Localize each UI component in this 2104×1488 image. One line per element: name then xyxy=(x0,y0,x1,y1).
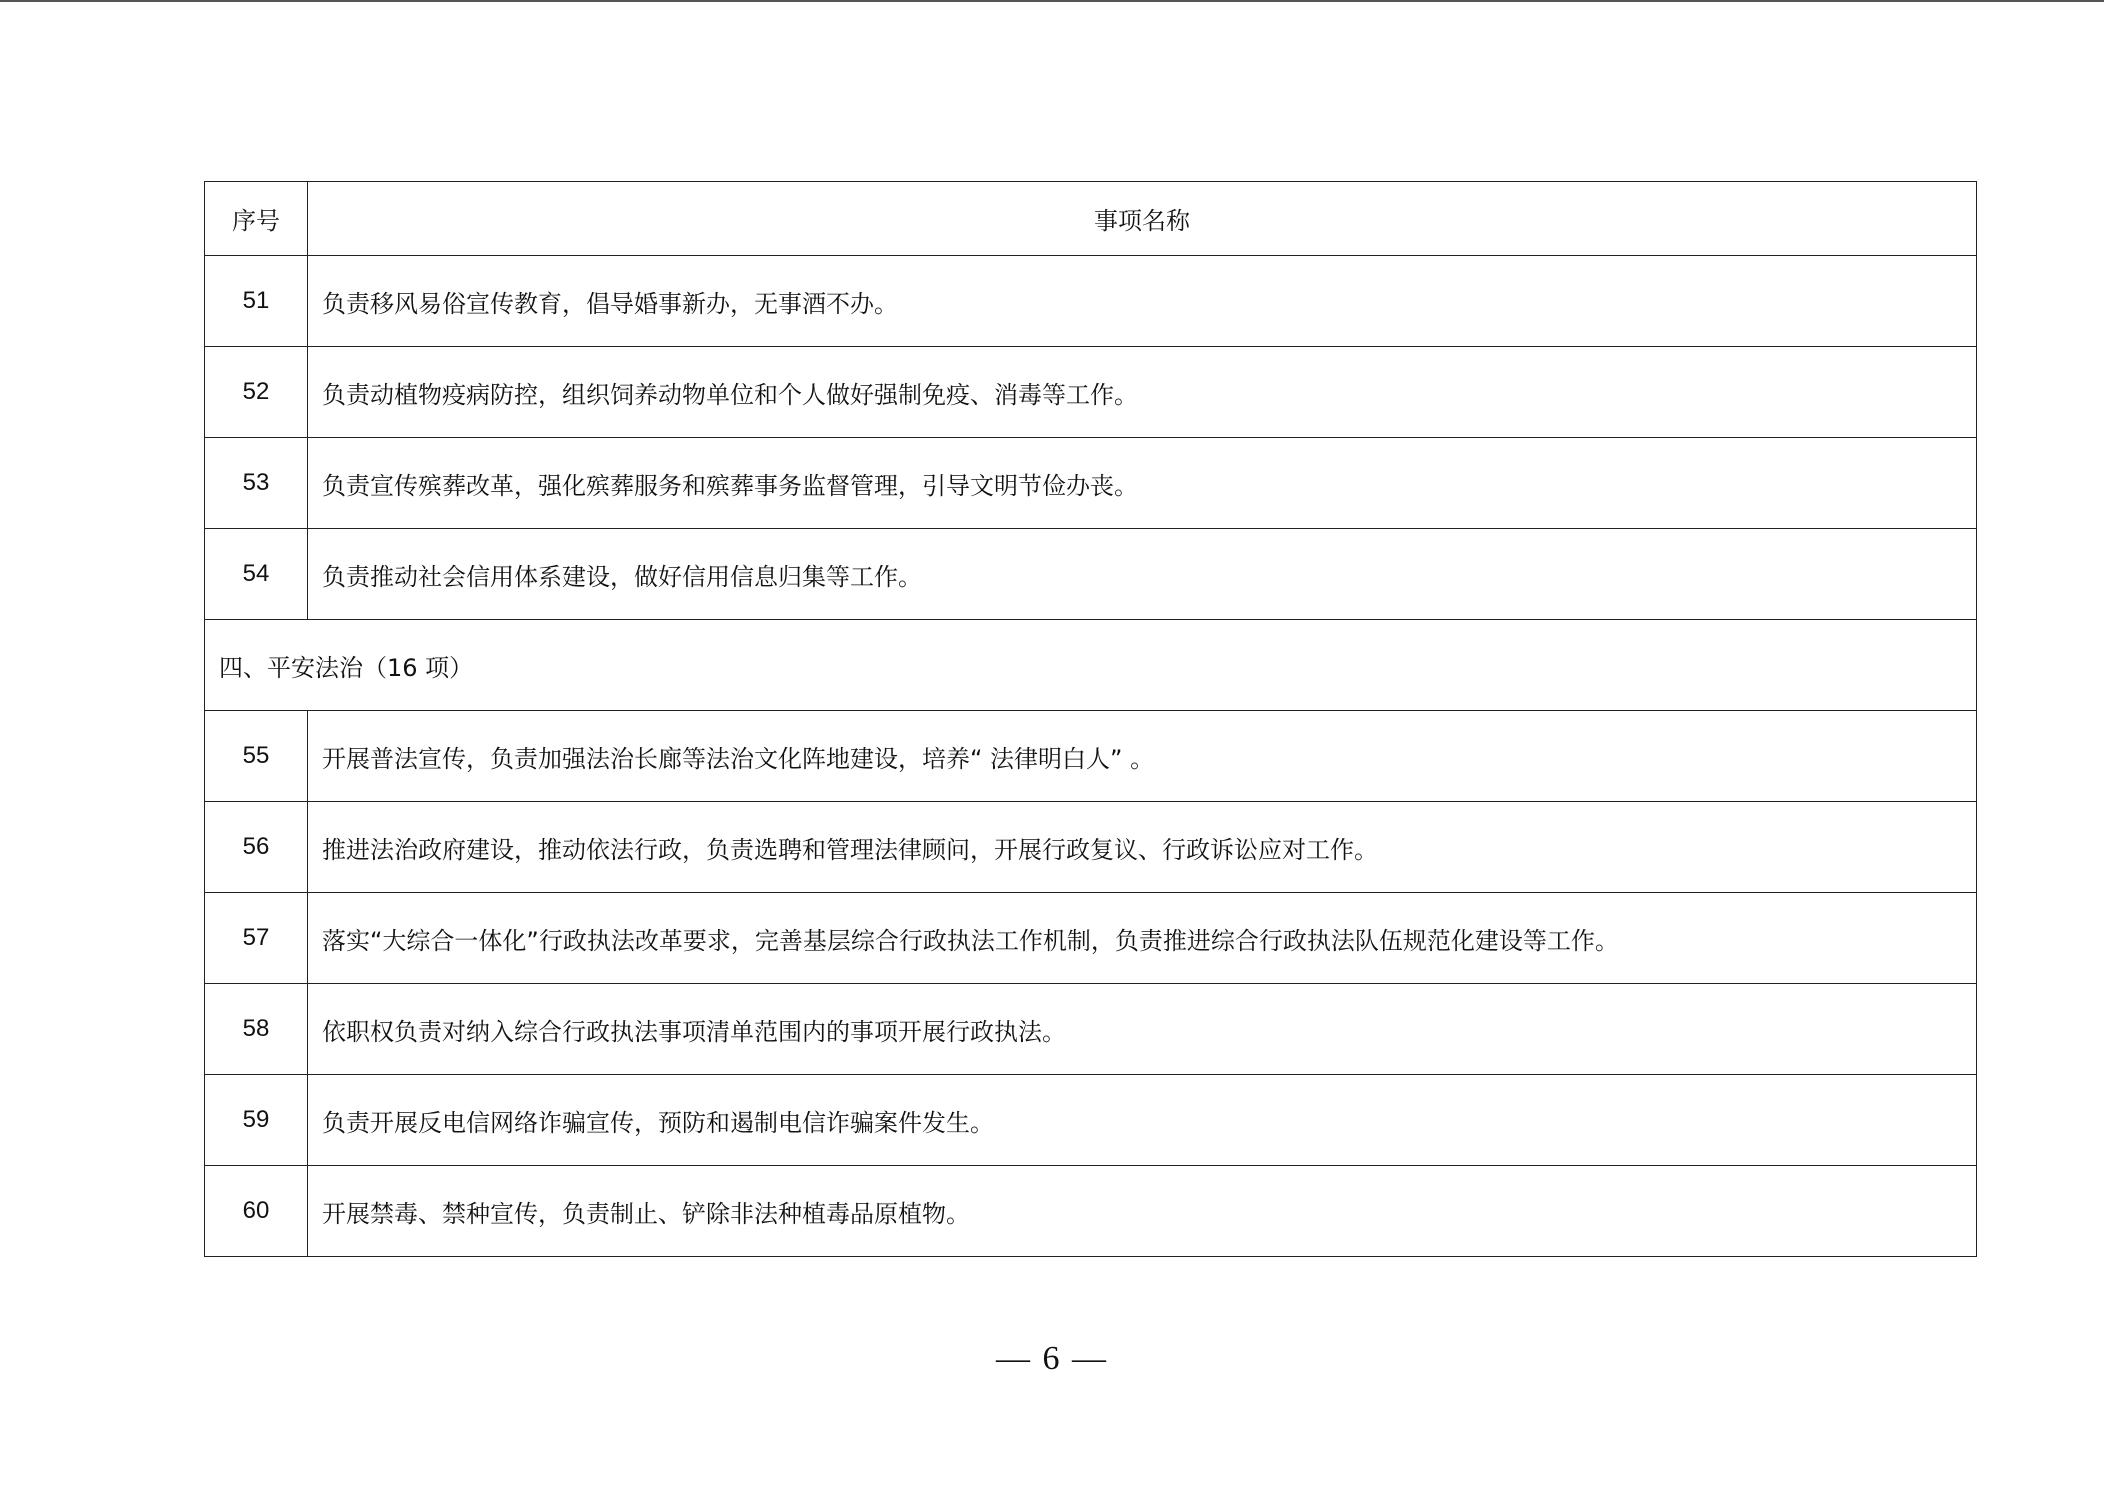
row-name: 推进法治政府建设，推动依法行政，负责选聘和管理法律顾问，开展行政复议、行政诉讼应对工作。 xyxy=(308,802,1977,893)
row-no: 59 xyxy=(205,1075,308,1166)
page-top-border xyxy=(0,0,2104,2)
row-name: 负责移风易俗宣传教育，倡导婚事新办，无事酒不办。 xyxy=(308,256,1977,347)
row-name: 开展禁毒、禁种宣传，负责制止、铲除非法种植毒品原植物。 xyxy=(308,1166,1977,1257)
row-no: 57 xyxy=(205,893,308,984)
header-name: 事项名称 xyxy=(308,182,1977,256)
items-table xyxy=(204,181,1977,1257)
row-name: 负责动植物疫病防控，组织饲养动物单位和个人做好强制免疫、消毒等工作。 xyxy=(308,347,1977,438)
table-row xyxy=(205,802,1977,893)
section-title: 四、平安法治（16 项） xyxy=(205,620,1977,711)
table-row xyxy=(205,984,1977,1075)
table-header-row xyxy=(205,182,1977,256)
row-name: 负责推动社会信用体系建设，做好信用信息归集等工作。 xyxy=(308,529,1977,620)
row-no: 60 xyxy=(205,1166,308,1257)
row-no: 52 xyxy=(205,347,308,438)
table-row xyxy=(205,1166,1977,1257)
header-no: 序号 xyxy=(205,182,308,256)
row-no: 51 xyxy=(205,256,308,347)
row-no: 55 xyxy=(205,711,308,802)
row-name: 负责开展反电信网络诈骗宣传，预防和遏制电信诈骗案件发生。 xyxy=(308,1075,1977,1166)
table-row xyxy=(205,529,1977,620)
table-row xyxy=(205,711,1977,802)
row-no: 54 xyxy=(205,529,308,620)
row-no: 56 xyxy=(205,802,308,893)
row-no: 53 xyxy=(205,438,308,529)
table-row xyxy=(205,256,1977,347)
row-name: 依职权负责对纳入综合行政执法事项清单范围内的事项开展行政执法。 xyxy=(308,984,1977,1075)
table-row xyxy=(205,438,1977,529)
row-no: 58 xyxy=(205,984,308,1075)
row-name: 开展普法宣传，负责加强法治长廊等法治文化阵地建设，培养“ 法律明白人” 。 xyxy=(308,711,1977,802)
table-row xyxy=(205,1075,1977,1166)
page-number: — 6 — xyxy=(996,1340,1108,1377)
row-name: 落实“大综合一体化”行政执法改革要求，完善基层综合行政执法工作机制，负责推进综合行政执法队伍规范化建设等工作。 xyxy=(308,893,1977,984)
table-row xyxy=(205,347,1977,438)
table-row xyxy=(205,893,1977,984)
row-name: 负责宣传殡葬改革，强化殡葬服务和殡葬事务监督管理，引导文明节俭办丧。 xyxy=(308,438,1977,529)
section-row xyxy=(205,620,1977,711)
